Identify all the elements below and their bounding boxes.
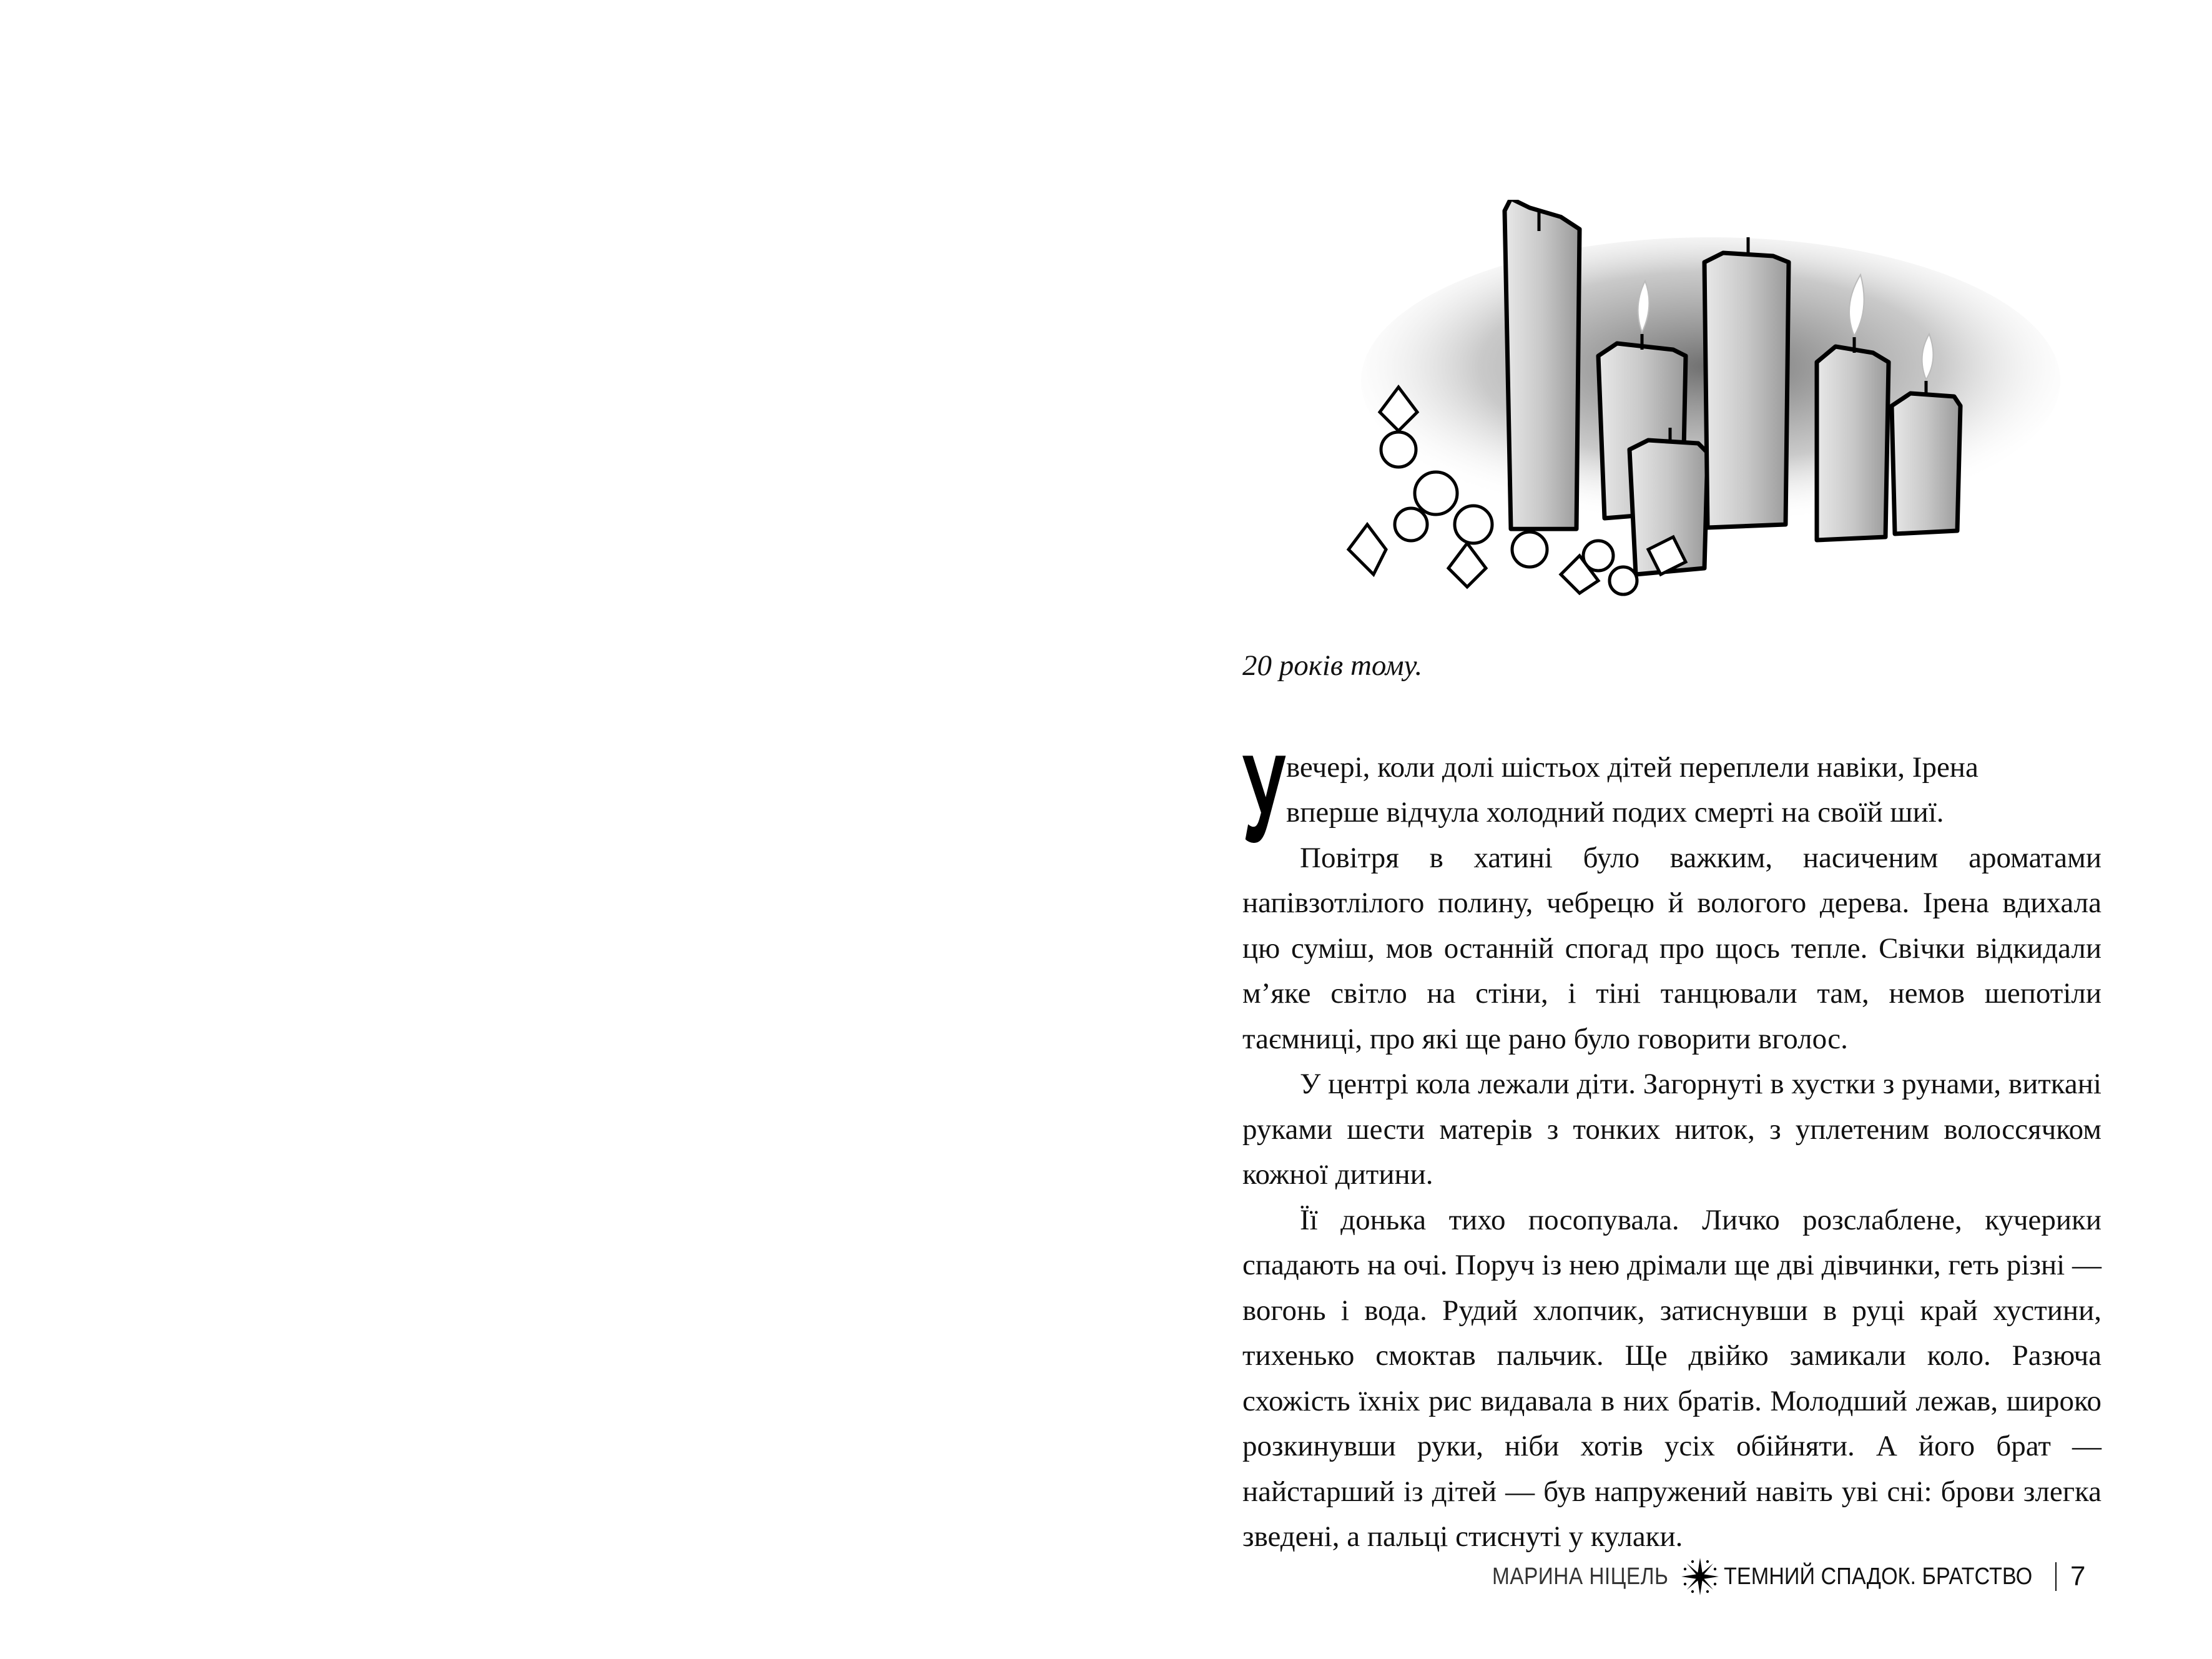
candles-illustration — [1324, 200, 2104, 599]
chapter-text — [1242, 643, 2101, 1560]
running-footer — [1492, 1559, 2085, 1594]
candle-5 — [1817, 347, 1889, 540]
body-text — [1242, 729, 2101, 1560]
footer-author: МАРИНА НІЦЕЛЬ — [1492, 1563, 1669, 1590]
star-ornament-icon — [1680, 1557, 1720, 1597]
paragraph: Повітря в хатині було важким, насиченим ароматами напівзотлілого полину, чебрецю й вологого дерева. Ірена вдихала цю суміш, мов останній спогад про щось тепле. Свічки відкидали м’яке світло на стіни, і тіні танцювали там, немов шепотіли таємниці, про які ще рано було говорити вголос. — [1242, 841, 2101, 1055]
footer-separator — [2055, 1562, 2057, 1591]
paragraph: У центрі кола лежали діти. Загорнуті в хустки з рунами, виткані руками шести матерів з тонких ниток, з уплетеним волоссячком кожної дитини. — [1242, 1068, 2101, 1191]
drop-cap: У — [1242, 729, 1285, 869]
second-line: вперше відчула холодний подих смерті на своїй шиї. — [1286, 796, 1944, 829]
footer-book-title: ТЕМНИЙ СПАДОК. БРАТСТВО — [1723, 1563, 2033, 1590]
candle-4 — [1704, 253, 1789, 528]
candle-6 — [1892, 393, 1960, 534]
paragraph: Її донька тихо посопувала. Личко розслаблене, кучерики спадають на очі. Поруч із нею дрімали ще дві дівчинки, геть різні — вогонь і вода. Рудий хлопчик, затиснувши в руці край хустини, тихенько смоктав пальчик. Ще двійко замикали коло. Разюча схожість їхніх рис видавала в них братів. Молодший лежав, широко розкинувши руки, ніби хотів усіх обійняти. А його брат — найстарший із дітей — був напружений навіть уві сні: брови злегка зведені, а пальці стиснуті у кулаки. — [1242, 1203, 2101, 1553]
first-paragraph — [1242, 729, 2101, 869]
dateline: 20 років тому. — [1242, 649, 1423, 682]
page-number: 7 — [2070, 1561, 2086, 1592]
candle-1 — [1505, 200, 1580, 529]
first-line: вечері, коли долі шістьох дітей переплели навіки, Ірена — [1286, 751, 1979, 784]
